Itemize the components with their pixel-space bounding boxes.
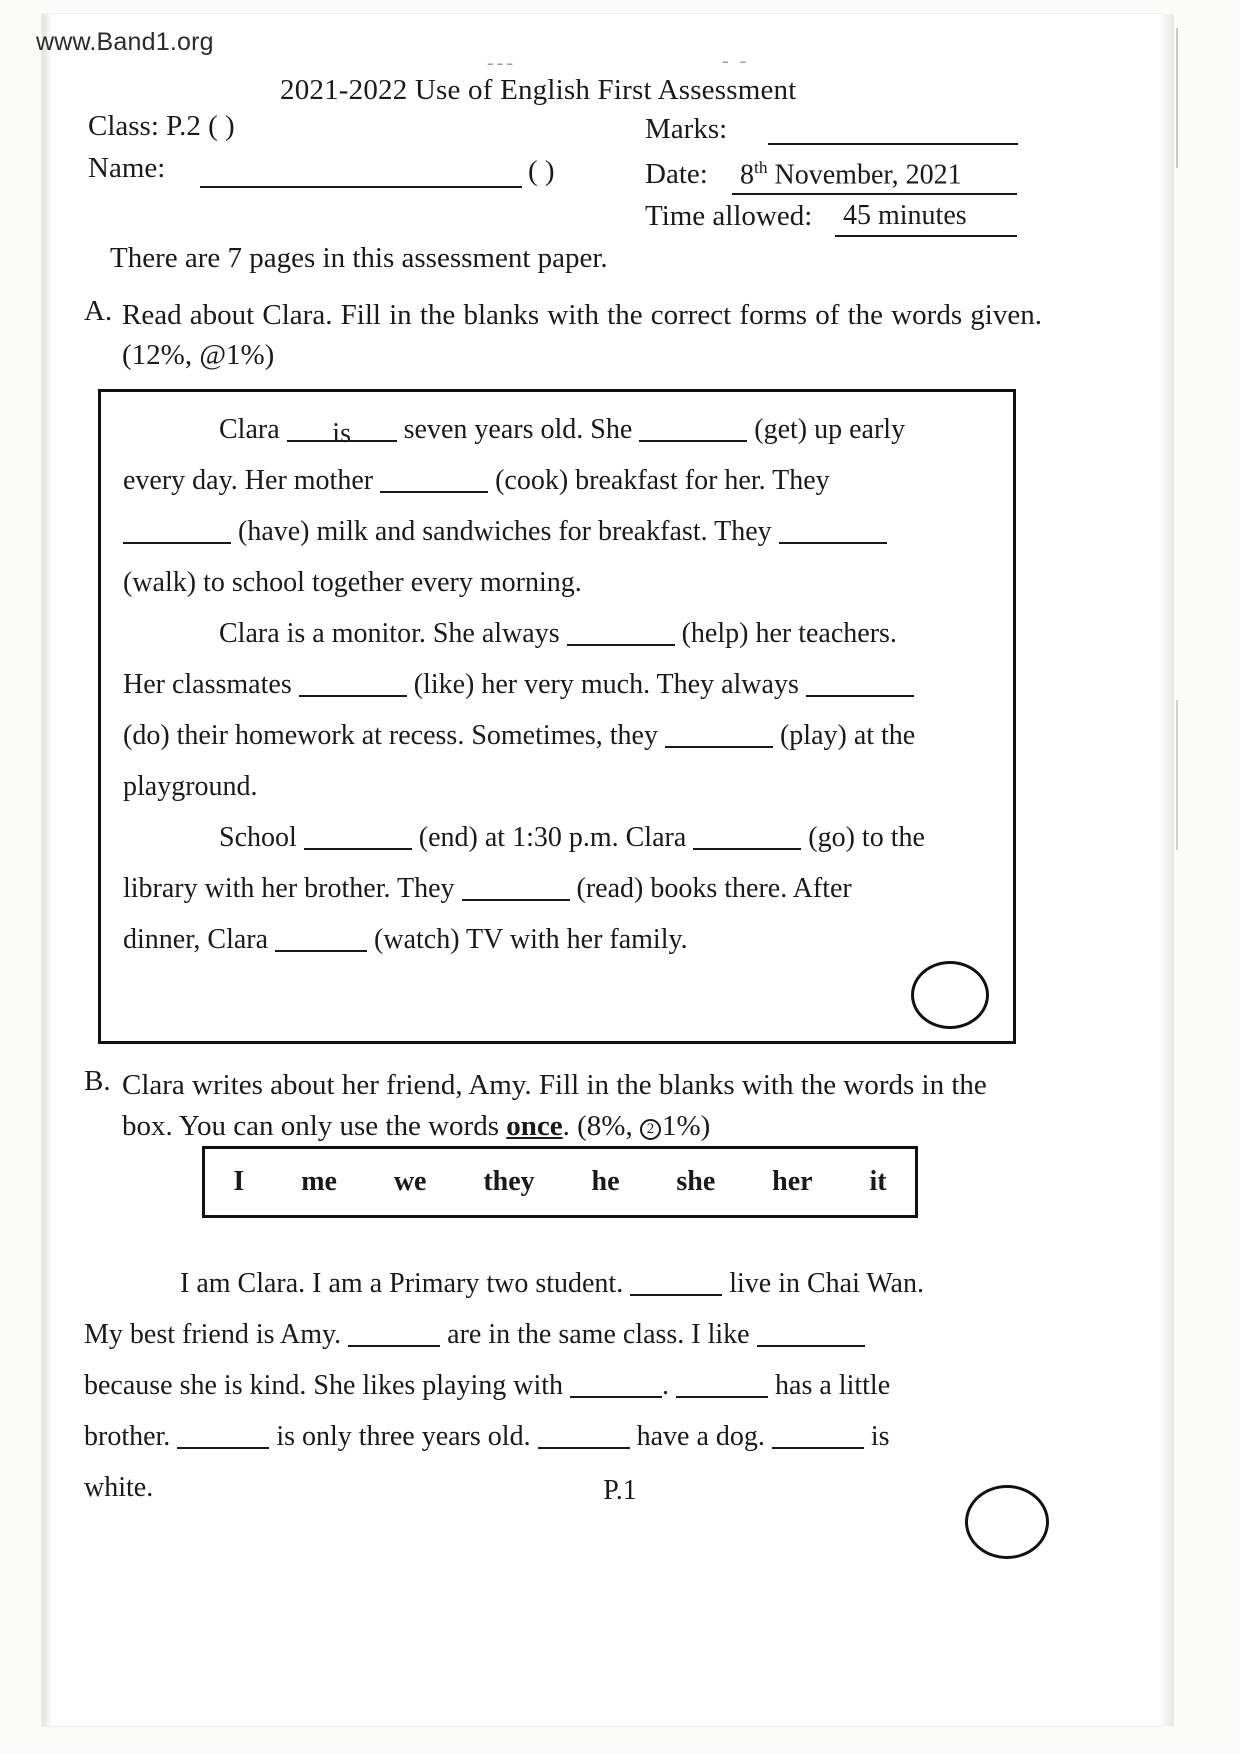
pages-note: There are 7 pages in this assessment paper. [110,242,608,274]
word-bank-box [202,1146,918,1218]
passage-a-text: library with her brother. They [123,873,455,904]
passage-a-blank-6[interactable] [299,665,407,697]
class-field-label: Class: P.2 ( ) [88,110,235,142]
passage-b-blank-2[interactable] [348,1315,440,1347]
passage-a-text: (get) up early [754,414,906,445]
passage-b-text: white. [84,1472,154,1503]
date-rest: November, 2021 [767,159,962,191]
passage-b-text: brother. [84,1421,171,1452]
passage-b-text: My best friend is Amy. [84,1319,342,1350]
passage-a-line-8 [123,761,999,812]
passage-a-line-9 [123,812,999,863]
passage-a-text: (have) milk and sandwiches for breakfast. They [238,516,772,547]
section-b-instruction-part1: Clara writes about her friend, Amy. Fill in the blanks with the words in the box. You can only use the words [122,1069,987,1142]
passage-a-answer-is[interactable]: is [287,408,397,442]
passage-a-text: (watch) TV with her family. [374,924,688,955]
passage-a-text: (help) her teachers. [681,618,897,649]
passage-a-text: dinner, Clara [123,924,269,955]
passage-a-line-10 [123,863,999,914]
section-b-circled-number: 2 [640,1119,661,1140]
passage-a-text: (end) at 1:30 p.m. Clara [418,822,687,853]
passage-a-blank-12[interactable] [275,920,367,952]
page-spine-mark-bottom [1176,700,1178,850]
page-left-edge [42,14,52,1726]
word-bank-item: it [869,1166,887,1197]
passage-b-blank-1[interactable] [630,1264,722,1296]
page-spine-mark-top [1176,28,1178,168]
passage-a-blank-9[interactable] [304,818,412,850]
section-b-instruction-part2: . (8%, [562,1110,640,1142]
passage-a-line-5 [123,608,999,659]
passage-a-text: (like) her very much. They always [413,669,799,700]
passage-a-line-4 [123,557,999,608]
passage-b-text: . [662,1370,670,1401]
marker-circle-a [911,961,989,1029]
passage-b-text: because she is kind. She likes playing with [84,1370,564,1401]
passage-a-blank-4[interactable] [779,512,887,544]
passage-b-text: I am Clara. I am a Primary two student. [180,1268,624,1299]
passage-a-line-2 [123,455,999,506]
word-bank-item: they [483,1166,535,1197]
section-b-instruction [122,1065,1022,1147]
passage-b-blank-3[interactable] [757,1315,865,1347]
name-field-paren: ( ) [528,155,555,187]
word-bank-item: me [301,1166,337,1197]
marks-field-line[interactable] [768,143,1018,145]
time-field-value: 45 minutes [843,200,967,231]
passage-b-line-3 [84,1360,1042,1411]
passage-b-blank-5[interactable] [676,1366,768,1398]
word-bank-item: I [233,1166,245,1197]
passage-b-text: live in Chai Wan. [729,1268,924,1299]
section-b-instruction-once: once [506,1110,563,1142]
page-right-edge [1160,14,1174,1726]
passage-b-blank-4[interactable] [570,1366,662,1398]
passage-a-text: every day. Her mother [123,465,374,496]
time-field-line [835,235,1017,237]
passage-b-blank-7[interactable] [538,1417,630,1449]
section-b-label: B. [84,1065,111,1097]
section-a-label: A. [84,295,113,327]
passage-a-blank-3[interactable] [123,512,231,544]
date-field-label: Date: [645,158,708,190]
passage-a-text: (play) at the [779,720,916,751]
name-field-line[interactable] [200,186,522,188]
passage-b-line-4 [84,1411,1042,1462]
watermark: www.Band1.org [36,28,214,56]
word-bank-item: we [393,1166,427,1197]
passage-b-text: is only three years old. [276,1421,531,1452]
passage-a-line-1 [123,404,999,455]
date-day-suffix: th [754,158,768,177]
passage-a-blank-5[interactable] [567,614,675,646]
word-bank-item: he [591,1166,620,1197]
passage-a-text: playground. [123,771,258,802]
passage-a-text: School [219,822,297,853]
passage-b-line-2 [84,1309,1042,1360]
passage-a-text: (read) books there. After [576,873,852,904]
passage-a-text: (cook) breakfast for her. They [495,465,830,496]
passage-a-line-3 [123,506,999,557]
marks-field-label: Marks: [645,113,728,145]
scan-smudge-right: - - [722,50,750,72]
date-field-line [732,193,1017,195]
passage-a-blank-11[interactable] [462,869,570,901]
time-field-label: Time allowed: [645,200,813,232]
passage-a-text: Clara [219,414,280,445]
passage-a-blank-2[interactable] [380,461,488,493]
passage-b-text: have a dog. [636,1421,765,1452]
scan-smudge-left: --- [487,52,516,74]
passage-b-text: is [870,1421,890,1452]
passage-a-text: (go) to the [808,822,925,853]
name-field-label: Name: [88,152,166,184]
passage-a-line-6 [123,659,999,710]
section-a-passage-box [98,389,1016,1044]
passage-a-line-7 [123,710,999,761]
passage-a-blank-1[interactable] [639,410,747,442]
passage-a-text: seven years old. She [403,414,633,445]
passage-b-blank-6[interactable] [177,1417,269,1449]
section-a-instruction: Read about Clara. Fill in the blanks with the correct forms of the words given. (12%, @1%) [122,299,1042,371]
passage-a-text: (walk) to school together every morning. [123,567,582,598]
marker-circle-b [965,1485,1049,1559]
passage-b-line-1 [84,1258,1042,1309]
passage-a-line-11 [123,914,999,965]
passage-b-text: are in the same class. I like [447,1319,750,1350]
passage-b-blank-8[interactable] [772,1417,864,1449]
passage-a-text: Her classmates [123,669,292,700]
word-bank-item: she [676,1166,716,1197]
page-title: 2021-2022 Use of English First Assessment [280,74,797,106]
date-field-value [740,158,962,191]
word-bank-item: her [772,1166,813,1197]
passage-a-blank-10[interactable] [693,818,801,850]
passage-a-blank-8[interactable] [665,716,773,748]
date-day: 8 [740,159,754,191]
passage-a-text: (do) their homework at recess. Sometimes, they [123,720,658,751]
passage-a-blank-7[interactable] [806,665,914,697]
page-number: P.1 [603,1475,637,1506]
section-b-instruction-part3: 1%) [661,1110,711,1142]
passage-b-text: has a little [775,1370,891,1401]
passage-a-text: Clara is a monitor. She always [219,618,560,649]
